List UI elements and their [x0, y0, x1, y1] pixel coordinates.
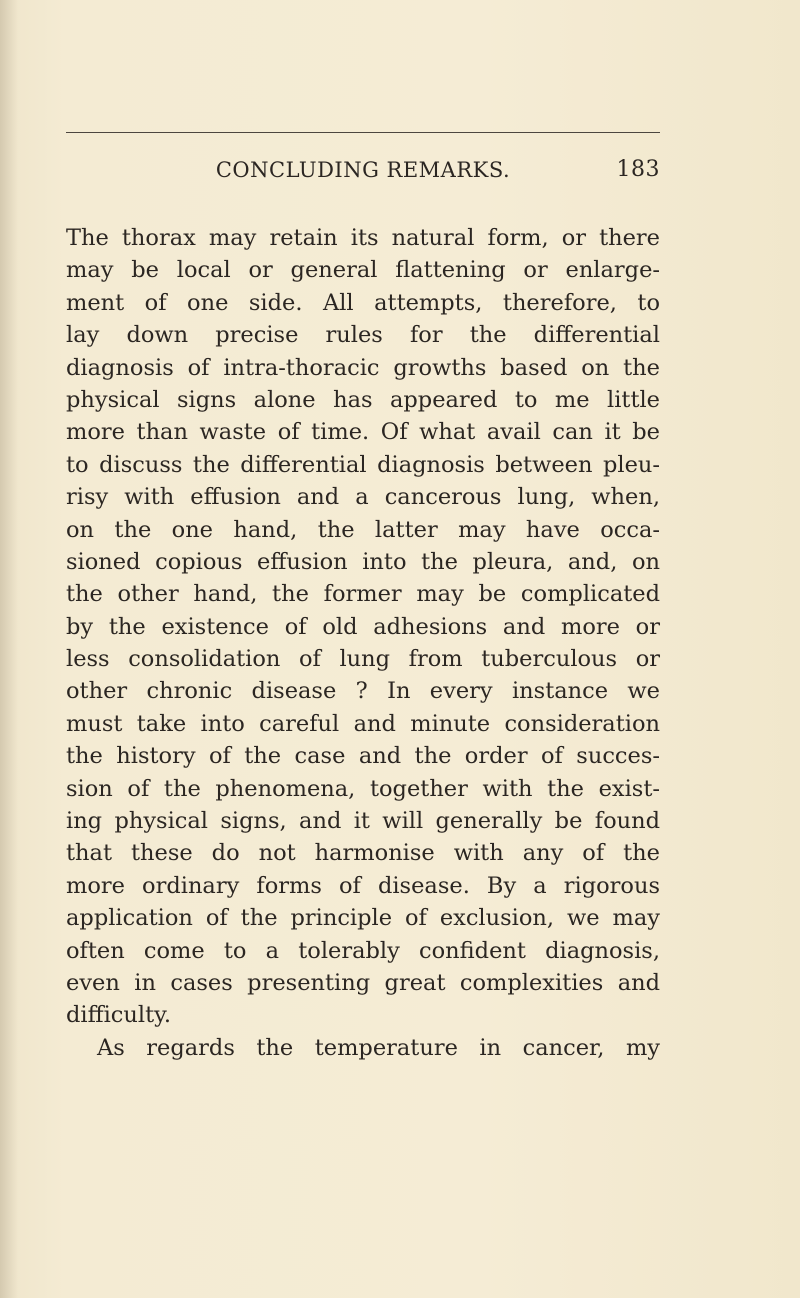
text-line: must take into careful and minute consideration	[66, 710, 660, 737]
text-line: other chronic disease ? In every instance we	[66, 678, 660, 705]
text-line: may be local or general flattening or enlarge-	[66, 257, 660, 284]
text-line: application of the principle of exclusion, we may	[66, 905, 660, 932]
text-line: sioned copious effusion into the pleura, and, on	[66, 548, 660, 575]
text-line: to discuss the differential diagnosis between pleu-	[66, 451, 660, 478]
text-line: the history of the case and the order of succes-	[66, 743, 660, 770]
text-line: The thorax may retain its natural form, or there	[66, 225, 660, 251]
text-line: risy with effusion and a cancerous lung, when,	[66, 484, 660, 511]
text-line: on the one hand, the latter may have occa-	[66, 516, 660, 543]
text-line: lay down precise rules for the differential	[66, 322, 660, 349]
text-line: ment of one side. All attempts, therefore, to	[66, 289, 660, 316]
text-line: more than waste of time. Of what avail can it be	[66, 419, 660, 446]
text-line: less consolidation of lung from tuberculous or	[66, 646, 660, 673]
text-line: the other hand, the former may be complicated	[66, 581, 660, 608]
running-header	[66, 150, 660, 190]
header-rule	[66, 132, 660, 133]
text-line: ing physical signs, and it will generally be found	[66, 808, 660, 835]
text-line: physical signs alone has appeared to me little	[66, 386, 660, 413]
text-line: that these do not harmonise with any of the	[66, 840, 660, 867]
text-line: more ordinary forms of disease. By a rigorous	[66, 872, 660, 899]
text-line: diagnosis of intra-thoracic growths based on the	[66, 354, 660, 381]
running-head-title: CONCLUDING REMARKS.	[215, 158, 511, 182]
text-line: even in cases presenting great complexities and	[66, 969, 660, 996]
text-line-paragraph-start: As regards the temperature in cancer, my	[97, 1034, 660, 1061]
body-text	[66, 222, 660, 1064]
page-gutter-shadow	[0, 0, 18, 1298]
text-line-paragraph-end: difficulty.	[66, 1002, 171, 1029]
text-line: sion of the phenomena, together with the exist-	[66, 775, 660, 802]
text-line: by the existence of old adhesions and more or	[66, 613, 660, 640]
text-line: often come to a tolerably confident diagnosis,	[66, 937, 660, 964]
page-number: 183	[616, 157, 660, 182]
